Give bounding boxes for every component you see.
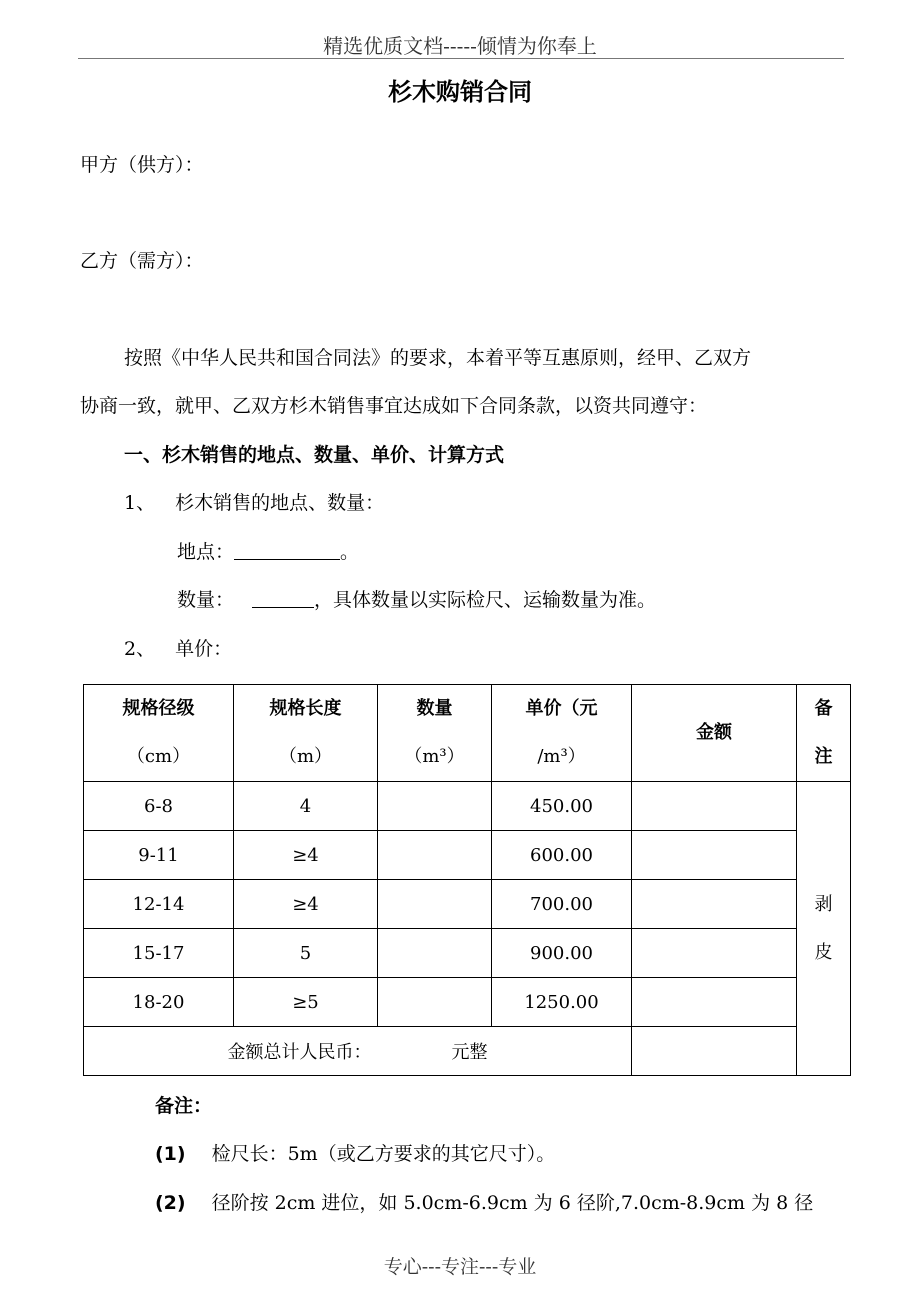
header-remark: 备 注 [797,685,851,782]
cell-amount[interactable] [632,929,797,978]
table-row [84,978,851,1027]
cell-diameter: 9-11 [84,831,234,880]
cell-quantity[interactable] [378,929,492,978]
item2-label: 单价： [175,638,233,660]
quantity-line [177,585,656,612]
header-amount: 金额 [632,685,797,782]
page-footer: 专心---专注---专业 [383,1256,537,1278]
cell-length: 5 [234,929,378,978]
notes-heading: 备注： [155,1095,213,1117]
cell-length: ≥5 [234,978,378,1027]
document-title: 杉木购销合同 [388,78,532,106]
cell-diameter: 6-8 [84,782,234,831]
total-label-cell [84,1027,632,1076]
item1-label: 杉木销售的地点、数量： [175,492,385,514]
cell-amount[interactable] [632,880,797,929]
location-suffix: 。 [340,541,360,563]
cell-price: 700.00 [492,880,632,929]
item1 [124,488,384,515]
cell-length: ≥4 [234,831,378,880]
total-row [84,1027,851,1076]
party-a-label: 甲方（供方）： [80,154,204,176]
remark-char-2: 皮 [814,941,833,963]
price-table [83,684,851,1076]
cell-amount[interactable] [632,782,797,831]
intro-line-1: 按照《中华人民共和国合同法》的要求，本着平等互惠原则，经甲、乙双方 [124,347,752,369]
total-unit: 元整 [451,1042,488,1063]
note-item [155,1188,813,1215]
cell-price: 450.00 [492,782,632,831]
location-label: 地点： [177,541,235,563]
table-row [84,929,851,978]
note-number: (1) [155,1143,186,1165]
cell-price: 1250.00 [492,978,632,1027]
page-header: 精选优质文档-----倾情为你奉上 [323,34,597,58]
location-blank[interactable] [234,541,340,560]
header-length: 规格长度 （m） [234,685,378,782]
cell-diameter: 12-14 [84,880,234,929]
header-unit-price: 单价（元 /m³） [492,685,632,782]
cell-quantity[interactable] [378,880,492,929]
remark-cell [797,782,851,1076]
cell-quantity[interactable] [378,831,492,880]
cell-quantity[interactable] [378,782,492,831]
cell-price: 600.00 [492,831,632,880]
item2 [124,634,232,661]
total-label: 金额总计人民币： [227,1042,372,1063]
cell-diameter: 15-17 [84,929,234,978]
note-item [155,1139,555,1166]
cell-price: 900.00 [492,929,632,978]
total-amount-cell[interactable] [632,1027,797,1076]
location-line [177,537,359,564]
party-b-label: 乙方（需方）： [80,250,204,272]
section1-heading: 一、杉木销售的地点、数量、单价、计算方式 [124,444,505,466]
quantity-label: 数量： [177,589,235,611]
cell-quantity[interactable] [378,978,492,1027]
quantity-blank[interactable] [252,589,314,608]
cell-amount[interactable] [632,978,797,1027]
cell-length: ≥4 [234,880,378,929]
quantity-suffix: ，具体数量以实际检尺、运输数量为准。 [314,589,657,611]
intro-line-2: 协商一致，就甲、乙双方杉木销售事宜达成如下合同条款，以资共同遵守： [80,395,708,417]
cell-amount[interactable] [632,831,797,880]
cell-length: 4 [234,782,378,831]
note-text: 径阶按 2cm 进位，如 5.0cm-6.9cm 为 6 径阶,7.0cm-8.9cm 为 8 径 [211,1192,814,1214]
note-number: (2) [155,1192,186,1214]
table-row [84,831,851,880]
note-text: 检尺长：5m（或乙方要求的其它尺寸）。 [211,1143,556,1165]
header-quantity: 数量 （m³） [378,685,492,782]
table-header-row [84,685,851,782]
cell-diameter: 18-20 [84,978,234,1027]
item1-number: 1、 [124,492,156,514]
table-row [84,782,851,831]
table-row [84,880,851,929]
header-rule [78,58,844,59]
remark-char-1: 剥 [814,893,833,915]
header-diameter: 规格径级 （cm） [84,685,234,782]
item2-number: 2、 [124,638,156,660]
